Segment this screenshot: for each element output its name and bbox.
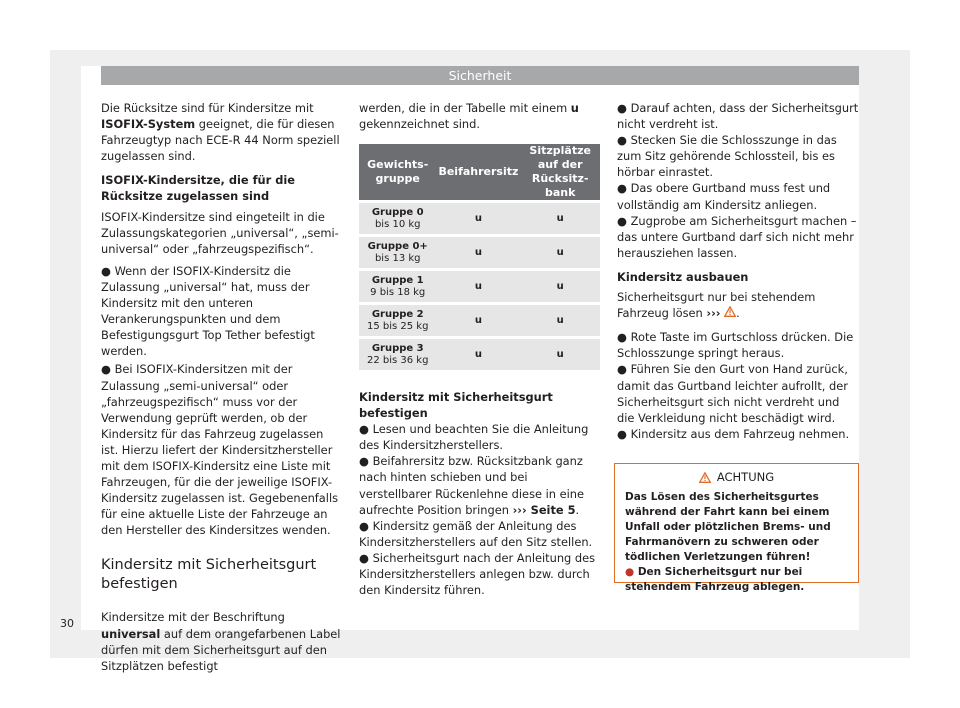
section-header: Sicherheit (101, 66, 859, 85)
list-item: ● Bei ISOFIX-Kindersitzen mit der Zulassung „semi-universal“ oder „fahrzeugspezifisch“ muss vor der Verwendung geprüft werden, ob der Kindersitz für das Fahrzeug zugelassen ist. Hierzu liefert der Kindersitzhersteller mit dem ISOFIX-Kindersitz eine Liste mit Fahrzeugen, für die der jeweilige ISOFIX-Kindersitz zugelassen ist. Gegebenenfalls für eine aktuelle Liste der Fahrzeuge an den Hersteller des Kindersitzes wenden. (101, 362, 339, 538)
passenger-cell: u (436, 339, 520, 370)
warning-box (614, 463, 859, 593)
isofix-heading: ISOFIX-Kindersitze, die für die Rücksitze zugelassen sind (101, 173, 296, 204)
header-passenger-seat: Beifahrersitz (436, 144, 520, 200)
rear-cell: u (520, 271, 600, 302)
warning-reference-link[interactable]: ››› (706, 306, 721, 321)
list-item: ● Kindersitz aus dem Fahrzeug nehmen. (617, 426, 850, 441)
bullet-icon: ● (617, 101, 627, 115)
universal-paragraph: Kindersitze mit der Beschriftung universal auf dem orangefarbenen Label dürfen mit dem Sicherheitsgurt auf den Sitzplätzen befestigt (101, 610, 341, 673)
table-row (359, 305, 600, 336)
table-row (359, 271, 600, 302)
bullet-icon: ● (617, 213, 627, 228)
section-heading: Kindersitz mit Sicherheitsgurt befestigen (101, 557, 317, 593)
bullet-icon: ● (359, 518, 369, 533)
warning-title: ACHTUNG (716, 470, 775, 484)
list-item: ● Sicherheitsgurt nach der Anleitung des Kindersitzherstellers anlegen bzw. durch den Kindersitz führen. (359, 550, 596, 598)
header-weight-group: Gewichtsgruppe (359, 144, 436, 200)
belt-heading: Kindersitz mit Sicherheitsgurt befestigen (359, 390, 553, 421)
bullet-icon: ● (359, 550, 369, 565)
isofix-paragraph: ISOFIX-Kindersitze sind eingeteilt in die Zulassungskategorien „universal“, „semi-universal“ oder „fahrzeugspezifisch“. (101, 209, 339, 256)
list-item: ● Wenn der ISOFIX-Kindersitz die Zulassung „universal“ hat, muss der Kindersitz mit den unteren Verankerungspunkten und dem Befestigungsgurt Top Tether befestigt werden. (101, 263, 315, 359)
passenger-cell: u (436, 305, 520, 336)
header-rear-seats: Sitzplätze auf der Rücksitzbank (520, 144, 600, 200)
table-row (359, 203, 600, 234)
warning-body (615, 490, 858, 595)
rear-cell: u (520, 339, 600, 370)
list-item: ● Kindersitz gemäß der Anleitung des Kindersitzherstellers auf den Sitz stellen. (359, 518, 593, 549)
bullet-icon: ● (617, 330, 627, 345)
table-row (359, 237, 600, 268)
bullet-icon: ● (617, 133, 627, 148)
list-item: ● Stecken Sie die Schlosszunge in das zum Sitz gehörende Schlossteil, bis es hörbar einrastet. (617, 133, 837, 180)
rear-cell: u (520, 203, 600, 234)
table-intro: werden, die in der Tabelle mit einem u gekennzeichnet sind. (359, 101, 579, 132)
group-cell: Gruppe 2 15 bis 25 kg (359, 305, 436, 336)
bullet-icon: ● (359, 454, 369, 469)
list-item: ● Rote Taste im Gurtschloss drücken. Die Schlosszunge springt heraus. (617, 330, 854, 361)
rear-cell: u (520, 305, 600, 336)
page-reference-link[interactable]: ››› Seite 5 (512, 502, 576, 517)
list-item: ● Zugprobe am Sicherheitsgurt machen – das untere Gurtband darf sich nicht mehr herausziehen lassen. (617, 213, 857, 260)
child-seat-table (359, 141, 600, 373)
warning-header (615, 464, 858, 490)
warning-text: Das Lösen des Sicherheitsgurtes während der Fahrt kann bei einem Unfall oder plötzlichen Brems- und Fahrmanövern zu schweren oder tödlichen Verletzungen führen! (625, 491, 831, 563)
bullet-icon: ● (359, 422, 369, 437)
column-2 (359, 100, 602, 132)
bullet-icon: ● (625, 566, 635, 578)
table-header-row (359, 144, 600, 200)
rear-cell: u (520, 237, 600, 268)
remove-heading: Kindersitz ausbauen (617, 269, 749, 284)
column-1 (101, 100, 341, 674)
passenger-cell: u (436, 271, 520, 302)
bullet-icon: ● (101, 263, 111, 278)
group-cell: Gruppe 0 bis 10 kg (359, 203, 436, 234)
column-3 (617, 100, 859, 442)
list-item: ● Darauf achten, dass der Sicherheitsgurt nicht verdreht ist. (617, 101, 859, 132)
bullet-icon: ● (617, 362, 627, 377)
group-cell: Gruppe 1 9 bis 18 kg (359, 271, 436, 302)
warning-list-item: ● Den Sicherheitsgurt nur bei stehendem Fahrzeug ablegen. (625, 566, 805, 593)
passenger-cell: u (436, 237, 520, 268)
group-cell: Gruppe 0+ bis 13 kg (359, 237, 436, 268)
list-item: ● Beifahrersitz bzw. Rücksitzbank ganz nach hinten schieben und bei verstellbarer Rückenlehne diese in eine aufrechte Position bringen ››› Seite 5. (359, 454, 585, 517)
intro-paragraph: Die Rücksitze sind für Kindersitze mit ISOFIX-System geeignet, die für diesen Fahrzeugtyp nach ECE-R 44 Norm speziell zugelassen sind. (101, 101, 340, 164)
passenger-cell: u (436, 203, 520, 234)
bullet-icon: ● (617, 181, 627, 196)
page-number: 30 (60, 617, 74, 630)
remove-paragraph: Sicherheitsgurt nur bei stehendem Fahrzeug lösen ››› . (617, 290, 816, 321)
warning-triangle-icon (699, 472, 711, 483)
table-row (359, 339, 600, 370)
warning-triangle-icon (724, 306, 736, 317)
list-item: ● Führen Sie den Gurt von Hand zurück, damit das Gurtband leichter aufrollt, der Sicherheitsgurt sich nicht verdreht und die Verkleidung nicht beschädigt wird. (617, 362, 848, 425)
list-item: ● Das obere Gurtband muss fest und vollständig am Kindersitz anliegen. (617, 181, 831, 212)
list-item: ● Lesen und beachten Sie die Anleitung des Kindersitzherstellers. (359, 422, 589, 453)
bullet-icon: ● (101, 362, 111, 377)
bullet-icon: ● (617, 426, 627, 441)
column-2-lower (359, 389, 602, 598)
group-cell: Gruppe 3 22 bis 36 kg (359, 339, 436, 370)
